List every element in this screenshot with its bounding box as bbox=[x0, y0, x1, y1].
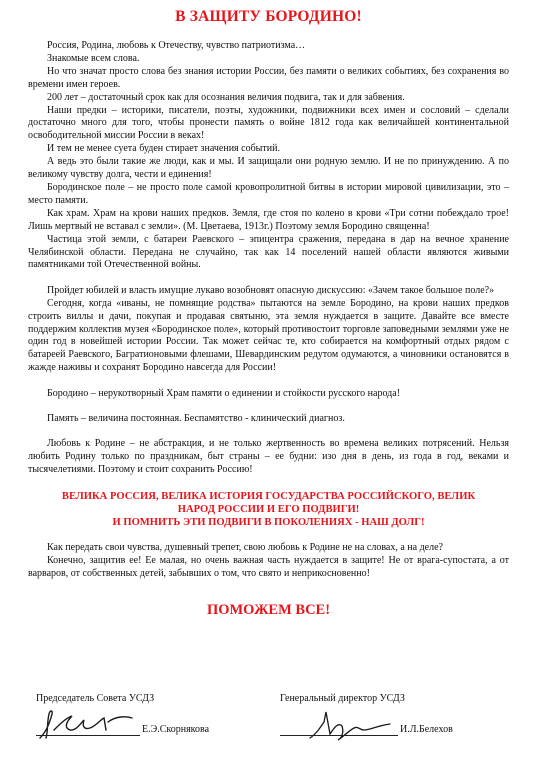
paragraph: Бородинское поле – не просто поле самой кровопролитной битвы в истории мировой цивилизации, это – место памяти. bbox=[28, 181, 509, 206]
slogan-line: И ПОМНИТЬ ЭТИ ПОДВИГИ В ПОКОЛЕНИЯХ - НАШ ДОЛГ! bbox=[112, 517, 425, 529]
paragraph: Как передать свои чувства, душевный трепет, свою любовь к Родине не на словах, а на деле? bbox=[47, 542, 443, 554]
signature-title: Генеральный директор УСДЗ bbox=[280, 693, 405, 704]
slogan bbox=[34, 490, 503, 529]
call-to-action: ПОМОЖЕМ ВСЕ! bbox=[206, 601, 331, 618]
handwritten-signature-icon bbox=[36, 708, 146, 742]
paragraph: Любовь к Родине – не абстракция, и не только жертвенность во времена великих потрясений. Нельзя любить Родину только по праздникам, быт страны – ее будни: изо дня в день, из года в год, веками и тысячелетиями. Поэтому и стоит сохранить Россию! bbox=[28, 438, 509, 476]
slogan-line: ВЕЛИКА РОССИЯ, ВЕЛИКА ИСТОРИЯ ГОСУДАРСТВА РОССИЙСКОГО, ВЕЛИК bbox=[61, 491, 476, 503]
paragraph: Пройдет юбилей и власть имущие лукаво возобновят опасную дискуссию: «Зачем такое большое поле?» bbox=[47, 284, 495, 296]
signature-left bbox=[36, 693, 276, 740]
paragraph: 200 лет – достаточный срок как для осознания величия подвига, так и для забвения. bbox=[47, 91, 405, 103]
signature-name: И.Л.Белехов bbox=[400, 724, 453, 735]
paragraph: Россия, Родина, любовь к Отечеству, чувство патриотизма… bbox=[47, 40, 306, 51]
paragraph: И тем не менее суета буден стирает значения событий. bbox=[47, 143, 280, 155]
handwritten-signature-icon bbox=[280, 708, 400, 744]
signature-name: Е.Э.Скорнякова bbox=[142, 724, 210, 735]
signature-title: Председатель Совета УСДЗ bbox=[36, 693, 155, 704]
paragraph: Знакомые всем слова. bbox=[47, 52, 140, 64]
paragraph: Наши предки – историки, писатели, поэты, художники, подвижники всех имен и сословий – сделали достаточно много для того, чтобы пронести память о войне 1812 года как величайшей континентальной освободительной миссии России в веках! bbox=[28, 104, 509, 142]
paragraph: Конечно, защитив ее! Ее малая, но очень важная часть нуждается в защите! Не от врага-супостата, а от варваров, от собственных детей, забывших о том, что свято и неприкосновенно! bbox=[28, 555, 509, 579]
paragraph: Бородино – нерукотворный Храм памяти о единении и стойкости русского народа! bbox=[47, 387, 401, 399]
document-title: В ЗАЩИТУ БОРОДИНО! bbox=[175, 8, 362, 25]
paragraph: Частица этой земли, с батареи Раевского – эпицентра сражения, передана в дар на вечное хранение Челябинской области. Передана не случайно, так как 14 поселений нашей области являются живыми памятниками той Отечественной войны. bbox=[28, 233, 509, 271]
paragraph: Но что значат просто слова без знания истории России, без памяти о великих событиях, без сохранения во времени имен героев. bbox=[28, 65, 509, 90]
paragraph: Как храм. Храм на крови наших предков. Земля, где стоя по колено в крови «Три сотни побеждало трое! Лишь мертвый не вставал с земли». (М. Цветаева, 1913г.) Поэтому земля Бородино священна! bbox=[28, 207, 509, 232]
paragraph: Сегодня, когда «иваны, не помнящие родства» пытаются на земле Бородино, на крови наших предков строить виллы и дачи, покупая и продавая святыню, эта земля нуждается в защите. Давайте все вместе поддержим коллектив музея «Бородинское поле», который противостоит торговле заповедными землями уже не один год в новейшей истории России. Так может сейчас те, кто собирается на комфортный отдых рядом с батареей Раевского, Багратионовыми флешами, Шевардинским редутом одумаются, а чиновники остановятся в жажде наживы и сохранят Бородино навсегда для России! bbox=[28, 297, 509, 374]
letter-body bbox=[28, 40, 509, 477]
signature-right bbox=[280, 693, 520, 740]
closing-text bbox=[28, 542, 509, 581]
slogan-line: НАРОД РОССИИ И ЕГО ПОДВИГИ! bbox=[177, 504, 360, 516]
paragraph: Память – величина постоянная. Беспамятство - клинический диагноз. bbox=[47, 413, 345, 425]
paragraph: А ведь это были такие же люди, как и мы. И защищали они родную землю. И не по принуждению. А по великому чувству долга, чести и единения! bbox=[28, 156, 509, 181]
